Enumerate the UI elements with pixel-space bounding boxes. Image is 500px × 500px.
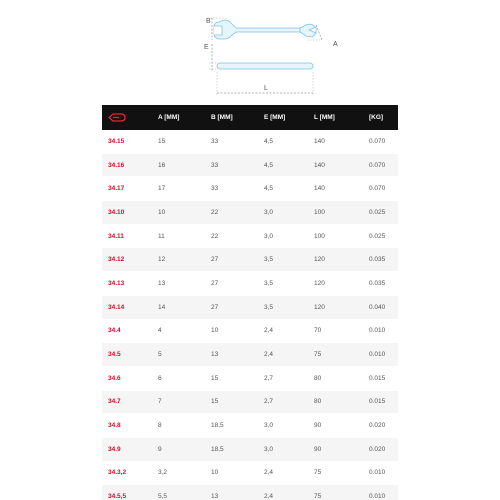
row-value-kg: 0.010: [363, 461, 398, 485]
row-value-b: 15: [205, 366, 258, 390]
table-row: [102, 319, 398, 343]
row-value-a: 13: [152, 272, 205, 296]
row-value-e: 3,5: [258, 248, 308, 272]
row-reference: 34.12: [102, 248, 152, 272]
row-value-kg: 0.015: [363, 390, 398, 414]
row-value-b: 27: [205, 272, 258, 296]
row-value-e: 3,0: [258, 414, 308, 438]
dimension-e-label: E: [204, 44, 209, 51]
row-reference: 34.7: [102, 390, 152, 414]
row-value-a: 6: [152, 366, 205, 390]
brand-logo-icon: [108, 113, 152, 122]
row-value-e: 4,5: [258, 177, 308, 201]
row-value-a: 3,2: [152, 461, 205, 485]
row-value-e: 2,4: [258, 343, 308, 367]
row-value-b: 10: [205, 461, 258, 485]
brand-column-header: [102, 105, 152, 130]
row-value-kg: 0.070: [363, 153, 398, 177]
row-value-a: 16: [152, 153, 205, 177]
row-value-kg: 0.015: [363, 366, 398, 390]
row-value-b: 15: [205, 390, 258, 414]
table-row: [102, 130, 398, 153]
row-value-a: 14: [152, 295, 205, 319]
row-value-b: 33: [205, 177, 258, 201]
row-value-l: 120: [308, 272, 363, 296]
row-value-a: 8: [152, 414, 205, 438]
table-row: [102, 201, 398, 225]
row-value-l: 70: [308, 319, 363, 343]
row-value-b: 10: [205, 319, 258, 343]
row-value-kg: 0.020: [363, 414, 398, 438]
wrench-diagram: [0, 0, 500, 100]
row-reference: 34.15: [102, 130, 152, 153]
row-value-l: 120: [308, 295, 363, 319]
row-value-e: 2,4: [258, 319, 308, 343]
row-value-l: 100: [308, 224, 363, 248]
row-value-l: 90: [308, 414, 363, 438]
table-row: [102, 224, 398, 248]
row-value-a: 11: [152, 224, 205, 248]
row-value-a: 5: [152, 343, 205, 367]
row-value-kg: 0.025: [363, 201, 398, 225]
column-header-b: B [MM]: [205, 105, 258, 130]
table-row: [102, 248, 398, 272]
row-value-e: 3,0: [258, 437, 308, 461]
row-value-a: 7: [152, 390, 205, 414]
column-header-l: L [MM]: [308, 105, 363, 130]
table-row: [102, 366, 398, 390]
row-value-a: 9: [152, 437, 205, 461]
column-header-kg: [KG]: [363, 105, 398, 130]
row-value-kg: 0.010: [363, 343, 398, 367]
row-value-b: 27: [205, 295, 258, 319]
table-row: [102, 153, 398, 177]
row-value-kg: 0.040: [363, 295, 398, 319]
dimension-b-label: B: [206, 18, 211, 25]
row-reference: 34.16: [102, 153, 152, 177]
row-reference: 34.17: [102, 177, 152, 201]
row-value-e: 3,0: [258, 224, 308, 248]
table-row: [102, 343, 398, 367]
row-reference: 34.6: [102, 366, 152, 390]
row-value-l: 80: [308, 390, 363, 414]
row-value-e: 3,0: [258, 201, 308, 225]
table-header-row: [102, 105, 398, 130]
row-value-b: 13: [205, 343, 258, 367]
row-value-kg: 0.020: [363, 437, 398, 461]
row-value-a: 5,5: [152, 485, 205, 500]
table-row: [102, 177, 398, 201]
row-value-e: 2,7: [258, 366, 308, 390]
row-value-l: 140: [308, 177, 363, 201]
row-value-a: 4: [152, 319, 205, 343]
row-value-e: 4,5: [258, 130, 308, 153]
row-reference: 34.4: [102, 319, 152, 343]
spec-table-body: [102, 130, 398, 500]
row-reference: 34.13: [102, 272, 152, 296]
row-value-kg: 0.070: [363, 130, 398, 153]
row-reference: 34.8: [102, 414, 152, 438]
row-value-l: 140: [308, 153, 363, 177]
row-value-l: 140: [308, 130, 363, 153]
row-value-b: 13: [205, 485, 258, 500]
row-value-a: 12: [152, 248, 205, 272]
table-row: [102, 485, 398, 500]
table-row: [102, 461, 398, 485]
wrench-drawing: [0, 0, 500, 100]
row-reference: 34.11: [102, 224, 152, 248]
column-header-a: A [MM]: [152, 105, 205, 130]
row-value-l: 75: [308, 343, 363, 367]
row-value-e: 3,5: [258, 295, 308, 319]
table-row: [102, 295, 398, 319]
row-value-kg: 0.035: [363, 272, 398, 296]
row-value-l: 120: [308, 248, 363, 272]
row-value-b: 27: [205, 248, 258, 272]
row-value-e: 4,5: [258, 153, 308, 177]
dimension-l-label: L: [264, 85, 268, 92]
row-reference: 34.9: [102, 437, 152, 461]
row-value-kg: 0.035: [363, 248, 398, 272]
row-reference: 34.3,2: [102, 461, 152, 485]
row-value-a: 15: [152, 130, 205, 153]
row-reference: 34.10: [102, 201, 152, 225]
column-header-e: E [MM]: [258, 105, 308, 130]
row-value-kg: 0.070: [363, 177, 398, 201]
row-value-b: 33: [205, 153, 258, 177]
table-row: [102, 437, 398, 461]
row-reference: 34.5: [102, 343, 152, 367]
dimension-a-label: A: [333, 41, 338, 48]
row-value-b: 18,5: [205, 437, 258, 461]
row-value-a: 17: [152, 177, 205, 201]
row-value-l: 75: [308, 485, 363, 500]
row-value-kg: 0.010: [363, 485, 398, 500]
row-reference: 34.5,5: [102, 485, 152, 500]
row-value-e: 2,4: [258, 461, 308, 485]
row-reference: 34.14: [102, 295, 152, 319]
row-value-kg: 0.025: [363, 224, 398, 248]
table-row: [102, 272, 398, 296]
spec-table: [102, 105, 398, 500]
row-value-b: 22: [205, 224, 258, 248]
row-value-l: 100: [308, 201, 363, 225]
table-row: [102, 414, 398, 438]
row-value-e: 2,4: [258, 485, 308, 500]
row-value-e: 2,7: [258, 390, 308, 414]
row-value-a: 10: [152, 201, 205, 225]
row-value-l: 80: [308, 366, 363, 390]
row-value-b: 33: [205, 130, 258, 153]
row-value-l: 90: [308, 437, 363, 461]
row-value-b: 18,5: [205, 414, 258, 438]
row-value-kg: 0.010: [363, 319, 398, 343]
table-row: [102, 390, 398, 414]
row-value-e: 3,5: [258, 272, 308, 296]
row-value-b: 22: [205, 201, 258, 225]
row-value-l: 75: [308, 461, 363, 485]
